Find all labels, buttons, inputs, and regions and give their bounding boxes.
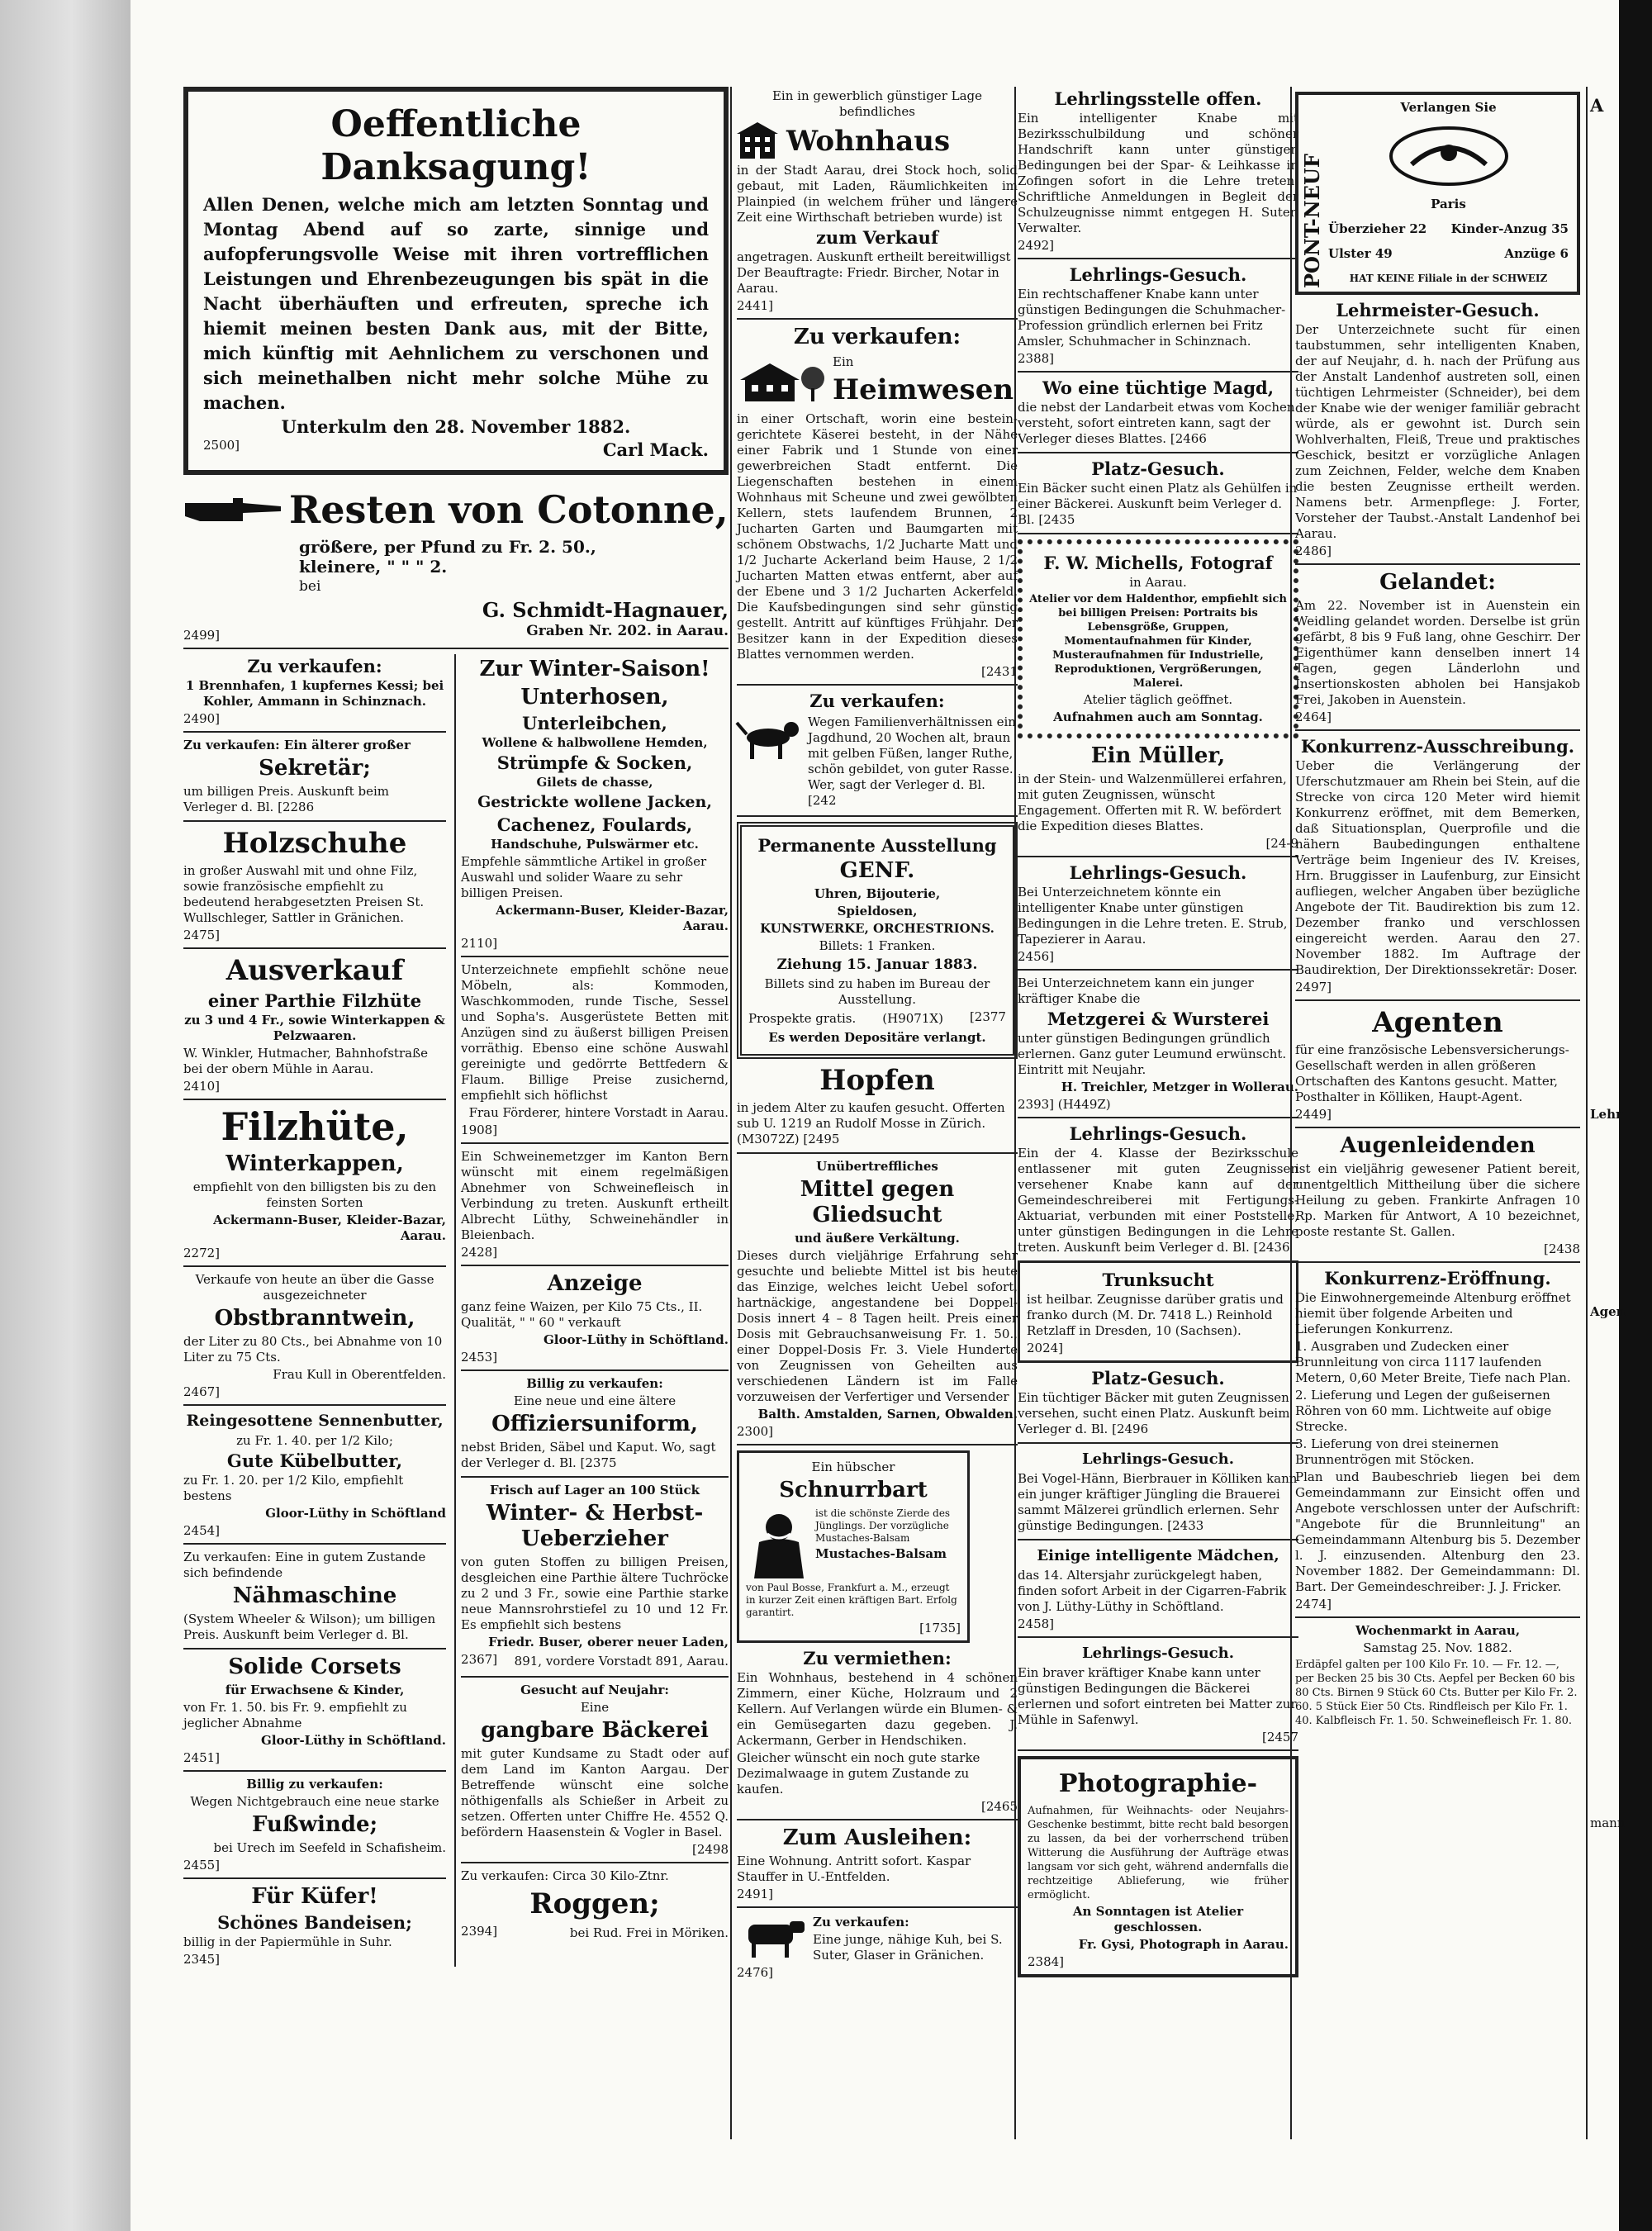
ad-ref: 2453] bbox=[461, 1350, 498, 1365]
ad-heading: Zu verkaufen: bbox=[793, 325, 961, 349]
ad-line: Billets: 1 Franken. bbox=[819, 938, 936, 953]
ad-body: Bei Unterzeichnetem könnte ein intelligenter Knabe unter günstigen Bedingungen in die Lehre treten. E. Strub, Tapezierer in Aarau. bbox=[1018, 885, 1288, 947]
cotonne-title: Resten von Cotonne, bbox=[289, 487, 729, 532]
ad-title: Unterhosen, bbox=[520, 685, 669, 710]
column-3 bbox=[1018, 87, 1298, 2135]
ad-title: Nähmaschine bbox=[232, 1583, 397, 1608]
ad-code: (H9071X) bbox=[882, 1011, 943, 1026]
ad-ref: 2474] bbox=[1295, 1597, 1332, 1612]
ad-body: die nebst der Landarbeit etwas vom Kochen versteht, sofort eintreten kann, sagt der Verleger dieses Blattes. [2466 bbox=[1018, 400, 1295, 446]
ad-title: Platz-Gesuch. bbox=[1091, 458, 1225, 479]
ad-title: Photographie- bbox=[1058, 1769, 1258, 1798]
ad-body: Ein intelligenter Knabe mit Bezirksschulbildung und schöner Handschrift kann unter günstigen Bedingungen bei der Spar- & Leihkasse in Zofingen sofort in die Lehre treten. Schriftliche Anmeldungen in Begleit der Schulzeugnisse nimmt entgegen H. Suter, Verwalter. bbox=[1018, 111, 1298, 235]
ad-body: das 14. Altersjahr zurückgelegt haben, finden sofort Arbeit in der Cigarren-Fabrik von J. Lüthy-Lüthy in Schöftland. bbox=[1018, 1568, 1287, 1614]
ad-ref: [24-9 bbox=[1265, 836, 1298, 851]
house-icon bbox=[737, 122, 778, 160]
ad-body: Ein hübscher bbox=[811, 1460, 895, 1474]
ad-ref: 2024] bbox=[1027, 1341, 1064, 1355]
ad-body: in großer Auswahl mit und ohne Filz, sowie französische empfiehlt zu bedeutend herabgesetzten Preisen St. Wullschleger, Sattler in Gränichen. bbox=[183, 863, 425, 925]
ad-seller: Ackermann-Buser, Kleider-Bazar, Aarau. bbox=[496, 903, 729, 933]
ad-line: Ulster 49 bbox=[1328, 246, 1393, 261]
ad-title: Offiziersuniform, bbox=[491, 1412, 698, 1436]
ad-line: Handschuhe, Pulswärmer etc. bbox=[491, 837, 699, 852]
ad-body: Plan und Baubeschrieb liegen bei dem Gemeindammann zur Einsicht offen und Angebote verschlossen unter der Aufschrift: "Angebote für die Brunnleitung" an Gemeindammann Altenburg bis 5. Dezember l. J. einzusenden. Altenburg den 23. November 1882. Der Gemeindammann: Dl. Bart. Der Gemeindeschreiber: J. J. Fricker. bbox=[1295, 1469, 1580, 1594]
thanks-date: Unterkulm den 28. November 1882. bbox=[281, 416, 631, 437]
ad-city: in Aarau. bbox=[1129, 575, 1187, 590]
ad-body: Der Unterzeichnete sucht für einen taubstummen, sehr intelligenten Knaben, der auf Neujahr, d. h. nach der Prüfung aus der Anstalt Landenhof austreten soll, einen tüchtigen Lehrmeister (Schneider), bei dem der Knabe wie der weniger familiär gebracht würde, als er gewohnt ist. Durch sein Wohlverhalten, Fleiß, Treue und praktisches Geschick, besitzt er vorzügliche Anlagen zum Zeichnen, Felder, welche dem Knaben die besten Zeugnisse ertheilt werden. Namens betr. Armenpflege: J. Forter, Vorsteher der Taubst.-Anstalt Landenhof bei Aarau. bbox=[1295, 322, 1580, 541]
ad-title: Wo eine tüchtige Magd, bbox=[1042, 377, 1275, 398]
ad-line: An Sonntagen ist Atelier geschlossen. bbox=[1072, 1904, 1244, 1934]
ad-title: Augenleidenden bbox=[1340, 1133, 1536, 1158]
ad-ref: 2410] bbox=[183, 1079, 221, 1094]
ad-title: Lehrlings-Gesuch. bbox=[1069, 1123, 1247, 1144]
ad-body: Ein bbox=[833, 354, 854, 369]
ad-body: Ein Wohnhaus, bestehend in 4 schönen Zimmern, einer Küche, Holzraum und 2 Kellern. Auf Verlangen würde ein Blumen- & ein Gemüsegarten dazu gegeben. J. Ackermann, Gerber in Hendschiken. bbox=[737, 1670, 1018, 1748]
ad-body: in jedem Alter zu kaufen gesucht. Offerten sub U. 1219 an Rudolf Mosse in Zürich. (M3072Z) [2495 bbox=[737, 1100, 1005, 1146]
ad-title: Konkurrenz-Eröffnung. bbox=[1324, 1268, 1551, 1289]
ad-line: Kinder-Anzug 35 bbox=[1450, 221, 1569, 236]
ad-ref: 2491] bbox=[737, 1887, 774, 1901]
ad-ref: [2457 bbox=[1261, 1730, 1298, 1744]
ad-line: Unterleibchen, bbox=[522, 713, 667, 733]
ad-title: Zum Ausleihen: bbox=[782, 1825, 972, 1850]
ad-ref: 2388] bbox=[1018, 351, 1055, 366]
ad-body: Eine neue und eine ältere bbox=[513, 1393, 676, 1408]
genf-exhibition-ad bbox=[737, 822, 1018, 1059]
ad-title: Lehrmeister-Gesuch. bbox=[1336, 300, 1540, 320]
ad-body: um billigen Preis. Auskunft beim Verleger d. Bl. [2286 bbox=[183, 784, 389, 814]
ad-title: Lehrlings-Gesuch. bbox=[1082, 1645, 1234, 1662]
ad-ref: 2393] (H449Z) bbox=[1018, 1097, 1111, 1112]
ad-heading: Gesucht auf Neujahr: bbox=[520, 1683, 669, 1697]
ad-seller: H. Treichler, Metzger in Wollerau. bbox=[1061, 1080, 1298, 1094]
bearded-man-icon bbox=[746, 1506, 812, 1580]
storefront-emblem-icon bbox=[1387, 123, 1511, 189]
ad-line: Aufnahmen auch am Sonntag. bbox=[1053, 710, 1263, 724]
ad-title: Winter- & Herbst-Ueberzieher bbox=[486, 1501, 704, 1551]
cow-icon bbox=[737, 1913, 808, 1959]
ad-body: Ein Bäcker sucht einen Platz als Gehülfen in einer Bäckerei. Auskunft beim Verleger d. Bl. [2435 bbox=[1018, 481, 1298, 527]
ad-heading: Zu verkaufen: bbox=[809, 691, 945, 711]
ad-heading: Zu verkaufen: bbox=[247, 656, 382, 676]
pont-neuf-ad bbox=[1295, 92, 1580, 295]
ad-title: Metzgerei & Wursterei bbox=[1047, 1009, 1270, 1029]
ad-line: Es werden Depositäre verlangt. bbox=[768, 1030, 986, 1045]
ad-title: Heimwesen bbox=[833, 373, 1014, 406]
photographie-ad bbox=[1018, 1756, 1298, 1977]
ad-ref: 2428] bbox=[461, 1245, 498, 1260]
ad-body: von Paul Bosse, Frankfurt a. M., erzeugt in kurzer Zeit einen kräftigen Bart. Erfolg garantirt. bbox=[746, 1582, 957, 1618]
ad-ref: [1735] bbox=[919, 1621, 961, 1635]
ad-item: 2. Lieferung und Legen der gußeisernen Röhren von 60 mm. Lichtweite auf obige Strecke. bbox=[1295, 1388, 1552, 1434]
ad-body: Verkaufe von heute an über die Gasse ausgezeichneter bbox=[195, 1272, 434, 1303]
ad-line: Anzüge 6 bbox=[1504, 246, 1569, 261]
ad-body: ist die schönste Zierde des Jünglings. Der vorzügliche Mustaches-Balsam bbox=[815, 1507, 951, 1544]
ad-body: Die Einwohnergemeinde Altenburg eröffnet hiemit über folgende Arbeiten und Lieferungen Konkurrenz. bbox=[1295, 1290, 1571, 1336]
ad-ref: 2454] bbox=[183, 1523, 221, 1538]
ad-body: nebst Briden, Säbel und Kaput. Wo, sagt der Verleger d. Bl. [2375 bbox=[461, 1440, 716, 1470]
ad-body: (System Wheeler & Wilson); um billigen Preis. Auskunft beim Verleger d. Bl. bbox=[183, 1612, 436, 1642]
ad-body: Bei Unterzeichnetem kann ein junger kräftiger Knabe die bbox=[1018, 975, 1254, 1006]
ad-title: Lehrlings-Gesuch. bbox=[1069, 264, 1247, 285]
adjacent-page-edge bbox=[1590, 87, 1626, 2135]
cotonne-line: kleinere, " " " 2. bbox=[299, 557, 448, 577]
ad-title: Gute Kübelbutter, bbox=[226, 1450, 403, 1471]
ad-body: zu 3 und 4 Fr., sowie Winterkappen & Pelzwaaren. bbox=[184, 1013, 445, 1043]
ad-ref: 2499] bbox=[183, 628, 221, 643]
ad-ref: 2394] bbox=[461, 1924, 498, 1939]
ad-subtitle: zum Verkauf bbox=[816, 227, 938, 248]
ad-body: zu Fr. 1. 20. per 1/2 Kilo, empfiehlt bestens bbox=[183, 1473, 404, 1503]
ad-seller: W. Winkler, Hutmacher, Bahnhofstraße bei der obern Mühle in Aarau. bbox=[183, 1046, 428, 1076]
ad-subtitle: für Erwachsene & Kinder, bbox=[225, 1683, 405, 1697]
ad-ref: 2490] bbox=[183, 711, 221, 726]
farmhouse-icon bbox=[737, 358, 828, 405]
ad-body: Atelier vor dem Haldenthor, empfiehlt sich bei billigen Preisen: Portraits bis Lebensgröße, Gruppen, Momentaufnahmen für Kinder, Musteraufnahmen für Industrielle, Reproduktionen, Vergrößerungen, Malerei. bbox=[1029, 593, 1287, 690]
ad-title: Lehrlingsstelle offen. bbox=[1054, 88, 1262, 109]
dog-icon bbox=[737, 713, 803, 762]
ad-title: Hopfen bbox=[819, 1064, 935, 1097]
ad-seller: Ackermann-Buser, Kleider-Bazar, Aarau. bbox=[213, 1213, 447, 1243]
ad-subtitle: Unübertreffliches bbox=[816, 1159, 938, 1174]
trunksucht-ad bbox=[1018, 1260, 1298, 1363]
edge-text: Agen bbox=[1590, 1304, 1626, 1319]
ad-line: Prospekte gratis. bbox=[748, 1011, 857, 1026]
ad-seller: Gloor-Lüthy in Schöftland. bbox=[261, 1733, 447, 1748]
ad-ref: 2367] bbox=[461, 1652, 498, 1667]
pointing-hand-icon bbox=[183, 495, 282, 525]
ad-title: F. W. Michells, Fotograf bbox=[1043, 553, 1273, 573]
ad-body: der Liter zu 80 Cts., bei Abnahme von 10 Liter zu 75 Cts. bbox=[183, 1334, 443, 1365]
ad-ref: 2497] bbox=[1295, 980, 1332, 994]
ad-line: Ziehung 15. Januar 1883. bbox=[776, 956, 978, 973]
ad-line: Gilets de chasse, bbox=[536, 775, 653, 790]
ad-ref: 2492] bbox=[1018, 238, 1055, 253]
ad-title: Konkurrenz-Ausschreibung. bbox=[1300, 736, 1575, 757]
column-rule bbox=[1586, 87, 1588, 2139]
cotonne-ad bbox=[183, 483, 729, 649]
ad-subtitle: Winterkappen, bbox=[225, 1151, 404, 1176]
ad-body: Ein braver kräftiger Knabe kann unter günstigen Bedingungen die Bäckerei erlernen und sofort eintreten bei Matter zur Mühle in Safenwyl. bbox=[1018, 1665, 1297, 1727]
edge-text: mann bbox=[1590, 1816, 1626, 1830]
ad-title: Mustaches-Balsam bbox=[815, 1546, 947, 1561]
ad-body: Eine Wohnung. Antritt sofort. Kaspar Stauffer in U.-Entfelden. bbox=[737, 1854, 971, 1884]
ad-body: Gleicher wünscht ein noch gute starke Dezimalwaage in gutem Zustande zu kaufen. bbox=[737, 1750, 980, 1797]
ad-title: gangbare Bäckerei bbox=[481, 1718, 709, 1743]
ad-seller: Gloor-Lüthy in Schöftland bbox=[265, 1506, 447, 1521]
ad-seller: Balth. Amstalden, Sarnen, Obwalden. bbox=[757, 1407, 1018, 1422]
ad-title: Für Küfer! bbox=[251, 1884, 378, 1909]
ad-ref: 2441] bbox=[737, 298, 774, 313]
ad-ref: 2300] bbox=[737, 1424, 774, 1439]
cotonne-address: Graben Nr. 202. in Aarau. bbox=[526, 623, 729, 639]
ad-line: Paris bbox=[1431, 197, 1466, 211]
ad-body: Zu verkaufen: Ein älterer großer bbox=[183, 738, 411, 752]
column-1 bbox=[183, 87, 729, 2135]
column-1a bbox=[183, 654, 446, 1967]
binding-margin bbox=[0, 0, 131, 2231]
ad-ref: 2272] bbox=[183, 1246, 221, 1260]
ad-body: Am 22. November ist in Auenstein ein Weidling gelandet worden. Derselbe ist grün gefärbt, 8 bis 9 Fuß lang, ohne Geschirr. Der Eigenthümer kann denselben innert 14 Tagen, gegen Länderlohn und Insertionskosten abholen bei Hansjakob Frei, Jakoben in Auenstein. bbox=[1295, 598, 1580, 707]
ad-title: PONT-NEUF bbox=[1300, 154, 1324, 288]
ad-line: Überzieher 22 bbox=[1328, 221, 1427, 236]
ad-line: Cachenez, Foulards, bbox=[496, 814, 693, 835]
ad-ref: 2458] bbox=[1018, 1616, 1055, 1631]
ad-heading: Frisch auf Lager an 100 Stück bbox=[490, 1483, 700, 1498]
ad-body: Wegen Familienverhältnissen ein Jagdhund, 20 Wochen alt, braun mit gelben Füßen, langer Ruthe, schön gebildet, von guter Rasse. Wer, sagt der Verleger d. Bl. [242 bbox=[808, 714, 1016, 808]
ad-subtitle: einer Parthie Filzhüte bbox=[207, 990, 422, 1011]
ad-body: Aufnahmen, für Weihnachts- oder Neujahrs-Geschenke bestimmt, bitte recht bald besorgen zu lassen, da bei der vorherrschend trüben Witterung die Ausführung der Aufträge etwas langsam vor sich geht, während andernfalls die rechtzeitige Ablieferung, wie früher ermöglicht. bbox=[1028, 1805, 1289, 1901]
ad-title: Sekretär; bbox=[259, 756, 371, 781]
ad-heading: Zur Winter-Saison! bbox=[479, 657, 710, 681]
ad-ref: [2438 bbox=[1543, 1241, 1580, 1256]
ad-title: Ein Müller, bbox=[1090, 743, 1226, 768]
ad-ref: [2465 bbox=[980, 1799, 1018, 1814]
ad-title: Wohnhaus bbox=[786, 125, 951, 158]
ad-body: empfiehlt von den billigsten bis zu den feinsten Sorten bbox=[192, 1180, 437, 1210]
ad-ref: 2486] bbox=[1295, 544, 1332, 558]
ad-line: Strümpfe & Socken, bbox=[496, 752, 693, 773]
ad-title: Permanente Ausstellung bbox=[757, 835, 997, 856]
ad-line: Uhren, Bijouterie, bbox=[814, 886, 941, 901]
ad-subtitle: und äußere Verkältung. bbox=[795, 1231, 960, 1246]
ad-body: Ein Schweinemetzger im Kanton Bern wünscht mit einem regelmäßigen Abnehmer von Schweinefleisch in Verbindung zu treten. Auskunft ertheilt Albrecht Lüthy, Schweinehändler in Bleienbach. bbox=[461, 1149, 729, 1242]
ad-body: in der Stein- und Walzenmüllerei erfahren, mit guten Zeugnissen, wünscht Engagement. Offerten mit R. W. befördert die Expedition dieses Blattes. bbox=[1018, 771, 1287, 833]
ad-line: KUNSTWERKE, ORCHESTRIONS. bbox=[760, 921, 995, 936]
cotonne-line: größere, per Pfund zu Fr. 2. 50., bbox=[299, 537, 596, 557]
ad-title: Lehrlings-Gesuch. bbox=[1082, 1450, 1234, 1468]
ad-body: zu Fr. 1. 40. per 1/2 Kilo; bbox=[236, 1433, 393, 1448]
ad-body: ist ein vieljährig gewesener Patient bereit, unentgeltlich Mittheilung über die sichere Heilung zu geben. Frankirte Anfragen 10 Rp. Marken für Antwort, A 10 bezeichnet, poste restante St. Gallen. bbox=[1295, 1161, 1580, 1239]
ad-body: ist heilbar. Zeugnisse darüber gratis und franko durch (M. Dr. 7418 L.) Reinhold Retzlaff in Dresden, 10 (Sachsen). bbox=[1027, 1292, 1284, 1338]
ad-heading: Zu vermiethen: bbox=[803, 1648, 952, 1669]
ad-title: Platz-Gesuch. bbox=[1091, 1368, 1225, 1388]
ad-body: Zu verkaufen: Circa 30 Kilo-Ztnr. bbox=[461, 1868, 669, 1883]
ad-line: Gestrickte wollene Jacken, bbox=[477, 793, 712, 811]
ad-body: angetragen. Auskunft ertheilt bereitwilligst Der Beauftragte: Friedr. Bircher, Notar in Aarau. bbox=[737, 249, 1011, 296]
edge-text: A bbox=[1590, 95, 1604, 116]
column-1b bbox=[454, 654, 729, 1967]
ad-ref: 2345] bbox=[183, 1952, 221, 1967]
ad-title: Obstbranntwein, bbox=[214, 1306, 415, 1331]
ad-heading: Zu verkaufen: bbox=[813, 1915, 909, 1930]
ad-body: Dieses durch vieljährige Erfahrung sehr gesuchte und beliebte Mittel ist bis heute das Einzige, welches leicht Uebel sofort, hartnäckige, angestandene bei Doppel-Dosis innert 4 – 8 Tagen heilt. Preis einer Dosis mit Gebrauchsanweisung Fr. 1. 50., einer Doppel-Dosis Fr. 3. Viele Hunderte von Zeugnissen von Geheilten aus verschiedenen Ländern ist im Falle vorzuweisen der Verfertiger und Versender bbox=[737, 1248, 1018, 1404]
ad-title: Agenten bbox=[1372, 1006, 1503, 1039]
ad-ref: 2455] bbox=[183, 1858, 221, 1873]
ad-ref: 2467] bbox=[183, 1384, 221, 1399]
photographer-ad bbox=[1018, 539, 1298, 738]
ad-title: Filzhüte, bbox=[221, 1104, 409, 1149]
ad-ref: 1908] bbox=[461, 1123, 498, 1137]
ad-title: Anzeige bbox=[547, 1271, 643, 1296]
ad-seller: Frau Förderer, hintere Vorstadt in Aarau. bbox=[468, 1105, 729, 1120]
thanks-signature: Carl Mack. bbox=[602, 439, 709, 460]
ad-ref: 2500] bbox=[203, 438, 240, 453]
ad-title: Holzschuhe bbox=[222, 827, 407, 860]
ad-title: Gelandet: bbox=[1379, 570, 1496, 595]
ad-ref: 2110] bbox=[461, 936, 498, 951]
ad-seller: Frau Kull in Oberentfelden. bbox=[273, 1367, 447, 1382]
ad-body: Empfehle sämmtliche Artikel in großer Auswahl und solider Waare zu sehr billigen Preisen. bbox=[461, 854, 707, 900]
thanks-title: Oeffentliche Danksagung! bbox=[320, 103, 591, 188]
ad-title: Ausverkauf bbox=[225, 954, 404, 987]
ad-body: Unterzeichnete empfiehlt schöne neue Möbeln, als: Kommoden, Waschkommoden, runde Tische, Sessel und Sopha's. Ausgerüstete Betten mit Anzügen sind zu äußerst billigen Preisen vorräthig. Ebenso eine schöne Auswahl gereinigte und gedörrte Bettfedern & Flaum. Billige Preise zusichernd, empfiehlt sich höflichst bbox=[461, 962, 729, 1103]
ad-ref: 2451] bbox=[183, 1750, 221, 1765]
market-title: Wochenmarkt in Aarau, bbox=[1355, 1623, 1521, 1638]
ad-line: Billets sind zu haben im Bureau der Ausstellung. bbox=[764, 976, 990, 1007]
ad-ref: 2476] bbox=[737, 1965, 774, 1980]
ad-body: in einer Ortschaft, worin eine bestein- gerichtete Käserei besteht, in der Nähe einer Fabrik und 1 Stunde von einer gewerbreichen Stadt entfernt. Die Liegenschaften bestehen in einem Wohnhaus mit Scheune und zwei gewölbten Kellern, stets laufendem Brunnen, 2 Jucharten Garten und Baumgarten mit schönem Obstwachs, 1/2 Jucharte Matt und 1/2 Jucharte Ackerland beim Hause, 2 1/2 Jucharten Matten etwas entfernt, aber auf der Ebene und 3 1/2 Jucharten Ackerfeld. Die Kaufsbedingungen sind sehr günstig gestellt. Antritt auf künftiges Frühjahr. Der Besitzer kann in der Expedition dieses Blattes vernommen werden. bbox=[737, 411, 1018, 662]
ad-body: Bei Vogel-Hänn, Bierbrauer in Kölliken kann ein junger kräftiger Jüngling die Brauerei sammt Mälzerei gründlich erlernen. Sehr günstige Bedingungen. [2433 bbox=[1018, 1471, 1298, 1533]
cotonne-seller: G. Schmidt-Hagnauer, bbox=[482, 598, 729, 622]
ad-body: billig in der Papiermühle in Suhr. bbox=[183, 1934, 392, 1949]
ad-body: Wegen Nichtgebrauch eine neue starke bbox=[190, 1794, 439, 1809]
ad-body: ganz feine Waizen, per Kilo 75 Cts., II. Qualität, " " 60 " verkauft bbox=[461, 1299, 703, 1330]
ad-body: 1 Brennhafen, 1 kupfernes Kessi; bei Kohler, Ammann in Schinznach. bbox=[185, 678, 444, 709]
market-date: Samstag 25. Nov. 1882. bbox=[1363, 1640, 1512, 1655]
ad-item: 1. Ausgraben und Zudecken einer Brunnleitung von circa 1117 laufenden Metern, 0,60 Meter Breite, Tiefe nach Plan. bbox=[1295, 1339, 1571, 1385]
ad-seller: bei Urech im Seefeld in Schafisheim. bbox=[213, 1840, 447, 1855]
ad-seller: Friedr. Buser, oberer neuer Laden, bbox=[488, 1635, 729, 1650]
ad-ref: 2384] bbox=[1028, 1954, 1065, 1969]
ad-body: von guten Stoffen zu billigen Preisen, desgleichen eine Parthie ältere Tuchröcke zu 2 und 3 Fr., sowie eine Parthie starke neue Mannsrohrstiefel zu 10 und 12 Fr. Es empfiehlt sich bestens bbox=[461, 1555, 729, 1632]
ad-title: Solide Corsets bbox=[228, 1654, 401, 1679]
ad-seller: bei Rud. Frei in Möriken. bbox=[569, 1925, 729, 1940]
ad-body: mit guter Kundsame zu Stadt oder auf dem Land im Kanton Aargau. Der Betreffende wünscht eine solche nöthigenfalls als Schießer in Arbeit zu setzen. Offerten unter Chiffre He. 4552 Q. befördern Haasenstein & Vogler in Basel. bbox=[461, 1746, 729, 1839]
market-body: Erdäpfel galten per 100 Kilo Fr. 10. — Fr. 12. —, per Becken 25 bis 30 Cts. Aepfel per Becken 60 bis 80 Cts. Birnen 9 Stück 60 Cts. Butter per Kilo Fr. 2. 60. 5 Stück Eier 50 Cts. Rindfleisch per Kilo Fr. 1. 40. Kalbfleisch Fr. 1. 50. Schweinefleisch Fr. 1. 80. bbox=[1295, 1659, 1578, 1727]
ad-title: Fußwinde; bbox=[251, 1812, 378, 1837]
ad-address: 891, vordere Vorstadt 891, Aarau. bbox=[514, 1654, 729, 1669]
thanks-ad bbox=[183, 87, 729, 475]
ad-body: Ein rechtschaffener Knabe kann unter günstigen Bedingungen die Schuhmacher-Profession gründlich erlernen bei Fritz Amsler, Schuhmacher in Schinznach. bbox=[1018, 287, 1286, 349]
ad-seller: Fr. Gysi, Photograph in Aarau. bbox=[1078, 1937, 1289, 1952]
ad-title: Mittel gegen Gliedsucht bbox=[800, 1177, 955, 1227]
edge-text: Lehr bbox=[1590, 1107, 1622, 1122]
ad-title: Einige intelligente Mädchen, bbox=[1037, 1547, 1279, 1564]
ad-ref: 2456] bbox=[1018, 949, 1055, 964]
ad-ref: 2449] bbox=[1295, 1107, 1332, 1122]
ad-seller: Gloor-Lüthy in Schöftland. bbox=[544, 1332, 729, 1347]
thanks-body: Allen Denen, welche mich am letzten Sonntag und Montag Abend auf so zarte, sinnige und aufopferungsvolle Weise mit ihren vortrefflichen Leistungen und Ehrenbezeugungen bis spät in die Nacht überhäuften und erfreuten, spreche ich hiemit meinen besten Dank aus, mit der Bitte, mich künftig mit Aehnlichem zu verschonen und sich meinethalben nicht mehr solche Mühe zu machen. bbox=[203, 194, 709, 413]
ad-body: Zu verkaufen: Eine in gutem Zustande sich befindende bbox=[183, 1550, 426, 1580]
ad-body: von Fr. 1. 50. bis Fr. 9. empfiehlt zu jeglicher Abnahme bbox=[183, 1700, 407, 1730]
ad-title: Trunksucht bbox=[1102, 1270, 1214, 1290]
ad-body: in der Stadt Aarau, drei Stock hoch, solid gebaut, mit Laden, Räumlichkeiten im Plainpied (in welchem früher und längere Zeit eine Wirthschaft betrieben wurde) ist bbox=[737, 163, 1018, 225]
ad-body: Eine junge, nähige Kuh, bei S. Suter, Glaser in Gränichen. bbox=[813, 1932, 1003, 1963]
ad-line: Spieldosen, bbox=[837, 904, 918, 919]
ad-subtitle: Schönes Bandeisen; bbox=[217, 1912, 412, 1933]
ad-body: Eine bbox=[580, 1700, 610, 1715]
ad-title: Reingesottene Sennenbutter, bbox=[186, 1412, 444, 1430]
cotonne-bei: bei bbox=[299, 578, 321, 595]
ad-ref: 2475] bbox=[183, 928, 221, 942]
ad-body: unter günstigen Bedingungen gründlich erlernen. Ganz guter Leumund erwünscht. Eintritt mit Neujahr. bbox=[1018, 1031, 1287, 1077]
ad-body: Ein tüchtiger Bäcker mit guten Zeugnissen versehen, sucht einen Platz. Auskunft beim Verleger d. Bl. [2496 bbox=[1018, 1390, 1290, 1436]
ad-body: Ueber die Verlängerung der Uferschutzmauer am Rhein bei Stein, auf die Strecke von circa 120 Meter wird hiemit Konkurrenz eröffnet, mit dem Bemerken, daß Situationsplan, Querprofile und die nähern Baubedingungen enthaltene Verträge beim Ingenieur des IV. Kreises, Hrn. Bruggisser in Laufenburg, zur Einsicht aufliegen, welcher Angaben über bezügliche Angebote der Tit. Baudirektion bis zum 12. Dezember franko und verschlossen eingereicht werden. Aarau den 27. November 1882. Im Auftrage der Baudirektion, Der Direktionssekretär: Doser. bbox=[1295, 758, 1580, 977]
ad-body: für eine französische Lebensversicherungs-Gesellschaft werden in allen größeren Ortschaften des Kantons gesucht. Matter, Posthalter in Kölliken, Haupt-Agent. bbox=[1295, 1042, 1569, 1104]
ad-item: 3. Lieferung von drei steinernen Brunnentrögen mit Stöcken. bbox=[1295, 1436, 1499, 1467]
ad-ref: [2431 bbox=[980, 664, 1018, 679]
ad-line: HAT KEINE Filiale in der SCHWEIZ bbox=[1349, 273, 1548, 284]
schnurrbart-ad bbox=[737, 1450, 970, 1643]
ad-ref: 2464] bbox=[1295, 710, 1332, 724]
ad-title: Schnurrbart bbox=[779, 1478, 928, 1502]
ad-line: Wollene & halbwollene Hemden, bbox=[482, 735, 708, 750]
ad-ref: [2498 bbox=[691, 1842, 729, 1857]
ad-ref: [2377 bbox=[969, 1009, 1006, 1024]
column-2 bbox=[737, 87, 1018, 2135]
column-4 bbox=[1295, 87, 1580, 2135]
ad-title: Lehrlings-Gesuch. bbox=[1069, 862, 1247, 883]
column-rule bbox=[730, 87, 732, 2139]
ad-heading: Billig zu verkaufen: bbox=[246, 1777, 383, 1792]
ad-body: Ein in gewerblich günstiger Lage befindliches bbox=[771, 88, 983, 119]
ad-body: Ein der 4. Klasse der Bezirksschule entlassener mit guten Zeugnissen versehener Knabe kann auf der Gemeindeschreiberei mit Fertigungs-Aktuariat, verbunden mit einer Poststelle, unter günstigen Bedingungen in die Lehre treten. Auskunft beim Verleger d. Bl. [2436 bbox=[1018, 1146, 1298, 1255]
ad-city: GENF. bbox=[839, 858, 915, 883]
ad-title: Roggen; bbox=[529, 1887, 660, 1920]
ad-heading: Billig zu verkaufen: bbox=[526, 1376, 663, 1391]
ad-line: Verlangen Sie bbox=[1400, 100, 1497, 115]
ad-line: Atelier täglich geöffnet. bbox=[1083, 692, 1233, 707]
